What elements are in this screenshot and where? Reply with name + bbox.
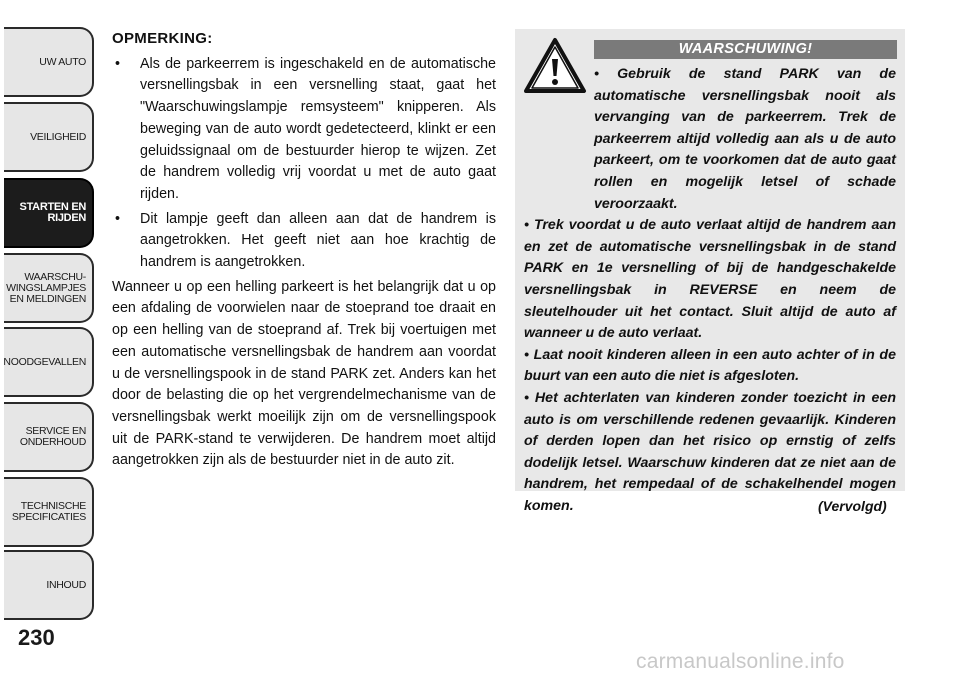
note-section	[112, 28, 496, 472]
warning-item: • Gebruik de stand PARK van de automatische versnellingsbak nooit als vervanging van de parkeerrem. Trek de parkeerrem altijd volledig aan als u de auto parkeert, om te voorkomen dat de auto gaat rollen en mogelijk letsel of schade veroorzaakt.	[594, 66, 896, 212]
chapter-tab-label: UW AUTO	[39, 55, 86, 68]
chapter-tab-label: WINGSLAMPJES	[6, 281, 86, 294]
chapter-tab-label: INHOUD	[46, 578, 86, 591]
chapter-tab[interactable]	[4, 327, 94, 397]
chapter-tab-label: NOODGEVALLEN	[3, 355, 86, 368]
chapter-tab-label: SERVICE EN	[25, 425, 86, 437]
note-bullet	[112, 209, 496, 274]
chapter-tab[interactable]	[4, 178, 94, 248]
chapter-tab-label: VEILIGHEID	[30, 130, 86, 143]
chapter-tab[interactable]	[4, 102, 94, 172]
bullet-dot: •	[115, 210, 121, 227]
chapter-tab-label: TECHNISCHE	[20, 500, 86, 512]
chapter-tab-label: WAARSCHU-	[24, 270, 86, 283]
chapter-tab-label: ONDERHOUD	[19, 436, 86, 448]
chapter-tab[interactable]	[4, 477, 94, 547]
chapter-tab[interactable]	[4, 253, 94, 323]
chapter-tab-label: SPECIFICATIES	[11, 511, 86, 523]
warning-title: WAARSCHUWING!	[594, 40, 897, 59]
bullet-dot: •	[115, 55, 121, 72]
note-bullet-text: Als de parkeerrem is ingeschakeld en de automatische versnellingsbak in een versnelling staat, gaat het "Waarschuwingslampje remsysteem" knipperen. Als beweging van de auto wordt gedetecteerd, klinkt er een geluidssignaal om de bestuurder hierop te wijzen. Zet de handrem volledig vrij voordat u met de auto gaat rijden.	[140, 55, 496, 202]
note-heading: OPMERKING:	[112, 30, 213, 47]
warning-item: • Laat nooit kinderen alleen in een auto achter of in de buurt van een auto die niet is afgesloten.	[524, 346, 896, 385]
chapter-tab[interactable]	[4, 550, 94, 620]
chapter-tab-label: RIJDEN	[47, 212, 86, 224]
warning-item: • Trek voordat u de auto verlaat altijd de handrem aan en zet de automatische versnellingsbak in de stand PARK en 1e versnelling of bij de handgeschakelde versnellingsbak in REVERSE en neem de sleutelhouder uit het contact. Sluit altijd de auto af wanneer u de auto verlaat.	[524, 217, 896, 342]
chapter-tab[interactable]	[4, 27, 94, 97]
note-bullet	[112, 54, 496, 206]
parking-paragraph: Wanneer u op een helling parkeert is het belangrijk dat u op een afdaling de voorwielen naar de stoeprand toe draait en op een helling van de stoeprand af. Trek bij voertuigen met een automatische versnellingsbak de handrem aan voordat u de versnellingspook in de stand PARK zet. Anders kan het door de belasting die op het vergrendelmechanisme van de versnellingsbak werkt moeilijk zijn om de versnellingspook uit de PARK-stand te verwijderen. De handrem moet altijd aangetrokken zijn als de bestuurder niet in de auto zit.	[112, 278, 496, 469]
watermark: carmanualsonline.info	[636, 650, 845, 673]
chapter-tab-label: STARTEN EN	[19, 201, 86, 213]
continued-label: (Vervolgd)	[818, 498, 887, 514]
note-bullet-text: Dit lampje geeft dan alleen aan dat de handrem is aangetrokken. Het geeft niet aan hoe krachtig de handrem is aangetrokken.	[140, 210, 496, 271]
page-number: 230	[18, 625, 55, 650]
warning-text	[524, 64, 896, 517]
warning-item: • Het achterlaten van kinderen zonder toezicht in een auto is om verschillende redenen gevaarlijk. Kinderen of derden lopen dan het risico op ernstig of zelfs dodelijk letsel. Waarschuw kinderen dat ze niet aan de handrem, het rempedaal of de schakelhendel mogen komen.	[524, 389, 896, 514]
chapter-tab-label: EN MELDINGEN	[9, 292, 86, 305]
chapter-tab[interactable]	[4, 402, 94, 472]
